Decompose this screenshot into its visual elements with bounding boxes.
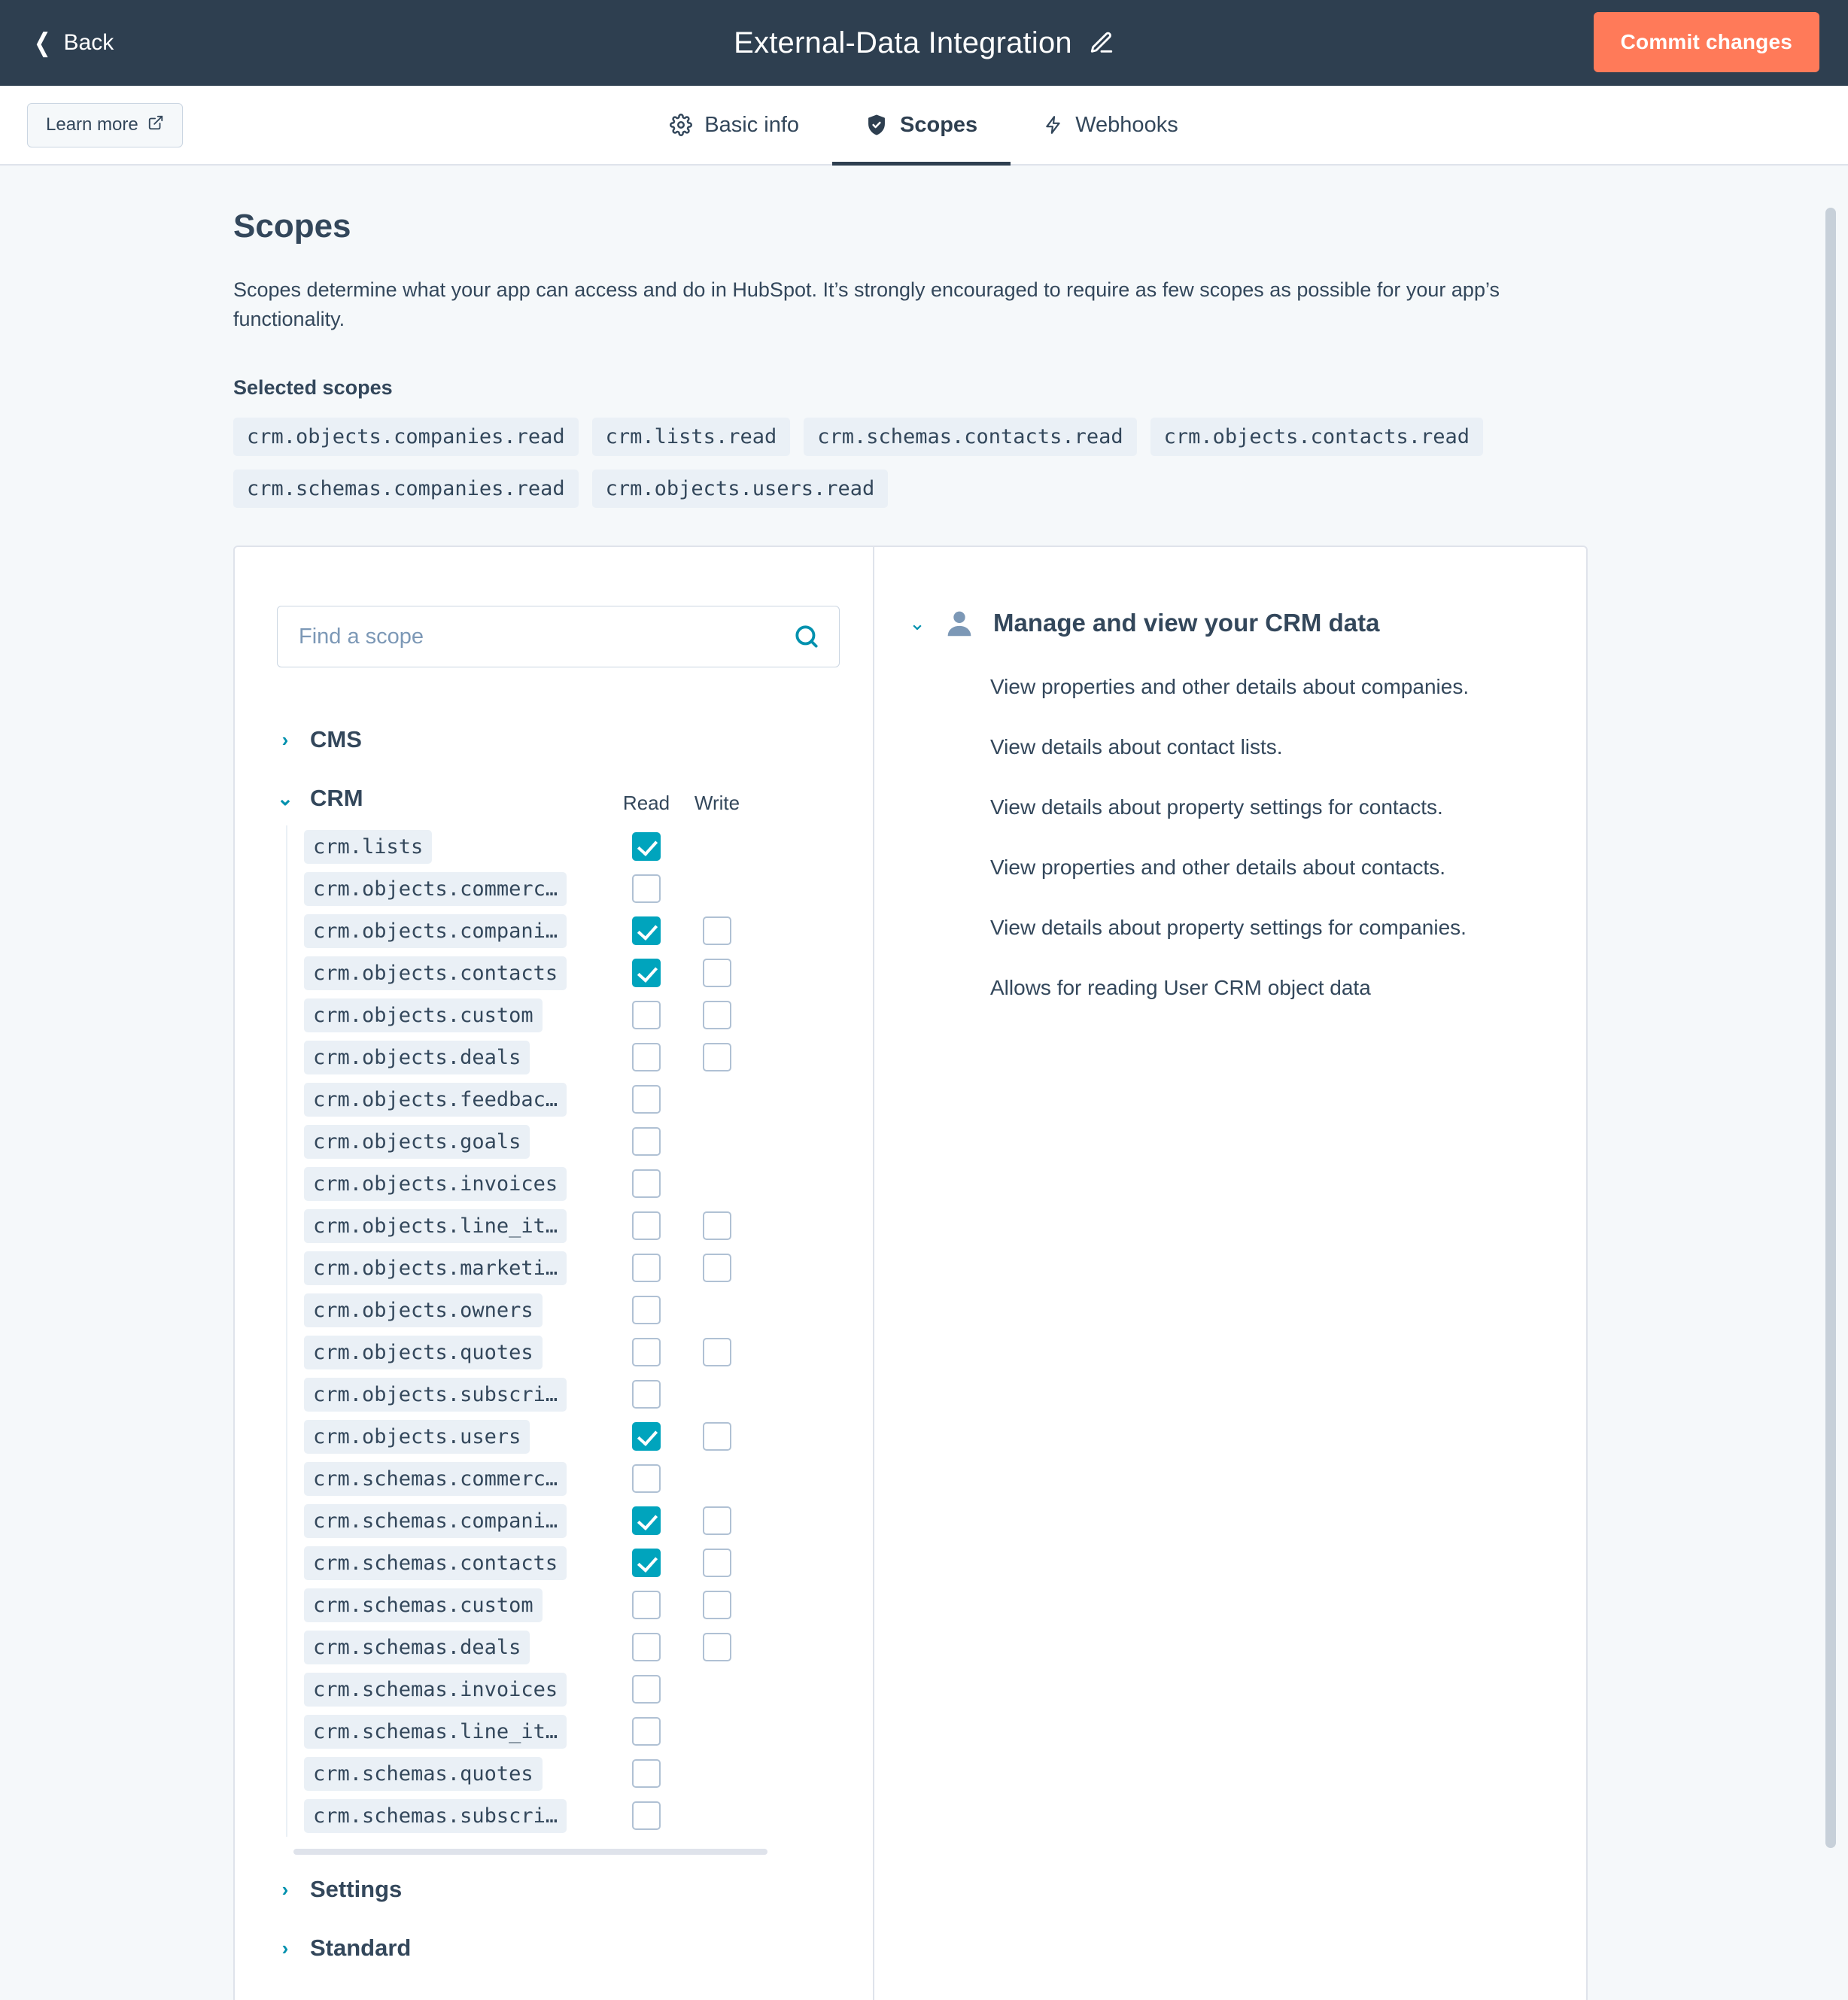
pencil-icon[interactable] (1089, 30, 1114, 56)
scope-picker-left (235, 547, 874, 2000)
scope-name: crm.schemas.subscri… (304, 1799, 567, 1833)
scope-read-checkbox[interactable] (632, 1675, 661, 1704)
scope-detail-item: Allows for reading User CRM object data (990, 976, 1371, 1000)
scope-checkboxes (611, 832, 831, 861)
scope-read-cell (611, 1127, 682, 1156)
scope-write-cell (682, 1127, 752, 1156)
scope-row (287, 1373, 831, 1415)
scope-group-standard (277, 1921, 831, 1975)
selected-scope-chip: crm.objects.companies.read (233, 418, 579, 456)
scope-read-checkbox[interactable] (632, 1127, 661, 1156)
scope-read-cell (611, 1591, 682, 1619)
tab-basic-info[interactable] (637, 85, 832, 165)
scope-name: crm.schemas.invoices (304, 1673, 567, 1707)
scope-read-cell (611, 959, 682, 987)
main-canvas (0, 166, 1848, 2000)
scope-row (287, 1247, 831, 1289)
scope-write-cell (682, 1506, 752, 1535)
chevron-right-icon: › (281, 1877, 289, 1901)
scope-row (287, 1205, 831, 1247)
tab-basic-info-label: Basic info (704, 112, 800, 137)
scope-row (287, 868, 831, 910)
scope-read-cell (611, 1085, 682, 1114)
scope-list-scrollbar[interactable] (293, 1849, 767, 1855)
scope-read-checkbox[interactable] (632, 1296, 661, 1324)
scope-write-cell (682, 1338, 752, 1366)
page-title: External-Data Integration (734, 26, 1072, 59)
scope-checkboxes (611, 1211, 831, 1240)
lightning-icon (1044, 114, 1063, 136)
scope-read-cell (611, 1254, 682, 1282)
scope-read-cell (611, 1422, 682, 1451)
section-description: Scopes determine what your app can access and do in HubSpot. It’s strongly encouraged to require as few scopes as possible for your app’s functionality. (233, 278, 1500, 331)
scope-group-crm-toggle[interactable] (277, 771, 363, 825)
chevron-down-icon: ⌄ (909, 611, 926, 634)
scope-checkboxes (611, 1338, 831, 1366)
scope-read-cell (611, 1211, 682, 1240)
scope-checkboxes (611, 1169, 831, 1198)
scope-read-checkbox[interactable] (632, 1422, 661, 1451)
chevron-right-icon: › (281, 728, 289, 751)
scope-checkboxes (611, 1043, 831, 1071)
scope-read-checkbox[interactable] (632, 1380, 661, 1409)
scope-row (287, 825, 831, 868)
scope-name: crm.schemas.line_it… (304, 1715, 567, 1749)
column-header-read: Read (622, 792, 670, 815)
scope-checkboxes (611, 916, 831, 945)
scope-write-checkbox[interactable] (703, 1043, 731, 1071)
scope-read-cell (611, 1380, 682, 1409)
scope-write-checkbox[interactable] (703, 1506, 731, 1535)
chevron-down-icon: ⌄ (277, 786, 293, 810)
scope-detail-item: View properties and other details about contacts. (990, 856, 1445, 880)
scope-write-cell (682, 1169, 752, 1198)
scope-checkboxes (611, 1254, 831, 1282)
scope-write-cell (682, 1380, 752, 1409)
scope-read-cell (611, 1506, 682, 1535)
scope-group-cms-label: CMS (310, 726, 362, 753)
scope-write-checkbox[interactable] (703, 1001, 731, 1029)
scope-group-settings-toggle[interactable] (277, 1862, 831, 1916)
scope-write-cell (682, 959, 752, 987)
search-icon[interactable] (790, 620, 823, 653)
scope-read-checkbox[interactable] (632, 1464, 661, 1493)
scope-name: crm.schemas.custom (304, 1588, 543, 1622)
scope-read-checkbox[interactable] (632, 1085, 661, 1114)
scope-checkboxes (611, 1717, 831, 1746)
scope-row (287, 1795, 831, 1837)
scope-read-cell (611, 1296, 682, 1324)
tab-scopes-label: Scopes (900, 112, 978, 137)
scope-group-standard-label: Standard (310, 1935, 412, 1962)
scope-write-checkbox[interactable] (703, 1591, 731, 1619)
column-headers (611, 792, 752, 825)
scope-write-cell (682, 1464, 752, 1493)
scope-row (287, 910, 831, 952)
scope-name: crm.objects.goals (304, 1125, 530, 1159)
scope-read-checkbox[interactable] (632, 1591, 661, 1619)
scope-name: crm.objects.subscri… (304, 1378, 567, 1412)
scope-write-cell (682, 1717, 752, 1746)
scope-name: crm.objects.quotes (304, 1336, 543, 1369)
scope-read-cell (611, 1759, 682, 1788)
scope-name: crm.objects.marketi… (304, 1251, 567, 1285)
page-scrollbar-track[interactable] (1831, 166, 1842, 2000)
scope-read-checkbox[interactable] (632, 959, 661, 987)
scope-detail-item: View details about property settings for contacts. (990, 795, 1443, 819)
section-title: Scopes (233, 208, 351, 245)
scope-row (287, 1500, 831, 1542)
scope-group-standard-toggle[interactable] (277, 1921, 831, 1975)
crm-scope-list (286, 825, 831, 1837)
selected-scope-chip: crm.objects.users.read (592, 470, 889, 508)
scope-write-cell (682, 1043, 752, 1071)
scope-read-checkbox[interactable] (632, 1043, 661, 1071)
scope-details-items (909, 675, 1544, 1000)
column-header-write: Write (694, 792, 740, 815)
back-button[interactable] (32, 30, 114, 56)
scope-picker-panel (233, 546, 1588, 2000)
scope-write-cell (682, 1085, 752, 1114)
scope-write-cell (682, 832, 752, 861)
scope-row (287, 1752, 831, 1795)
scope-write-cell (682, 1254, 752, 1282)
scope-checkboxes (611, 1127, 831, 1156)
scope-read-cell (611, 1717, 682, 1746)
tab-scopes[interactable] (832, 85, 1011, 165)
scope-write-cell (682, 1801, 752, 1830)
scope-row (287, 1710, 831, 1752)
scope-write-checkbox[interactable] (703, 1633, 731, 1661)
scope-row (287, 952, 831, 994)
scope-name: crm.schemas.deals (304, 1631, 530, 1664)
scope-checkboxes (611, 1422, 831, 1451)
scope-search (277, 606, 840, 667)
scope-read-checkbox[interactable] (632, 1717, 661, 1746)
scope-write-checkbox[interactable] (703, 1254, 731, 1282)
scope-group-crm (277, 771, 831, 1855)
scope-checkboxes (611, 1506, 831, 1535)
scope-row (287, 1626, 831, 1668)
scope-checkboxes (611, 1085, 831, 1114)
scope-read-cell (611, 1169, 682, 1198)
page-scrollbar-thumb[interactable] (1825, 208, 1836, 1848)
scope-group-settings-label: Settings (310, 1876, 403, 1903)
scope-read-cell (611, 1338, 682, 1366)
scope-read-checkbox[interactable] (632, 1759, 661, 1788)
scope-write-checkbox[interactable] (703, 1211, 731, 1240)
commit-changes-button[interactable]: Commit changes (1594, 12, 1819, 72)
scope-read-cell (611, 874, 682, 903)
back-chevron-icon: ❮ (33, 29, 51, 57)
scope-read-cell (611, 832, 682, 861)
scope-row (287, 1668, 831, 1710)
scope-checkboxes (611, 1591, 831, 1619)
scope-row (287, 1584, 831, 1626)
scope-checkboxes (611, 874, 831, 903)
scope-group-cms (277, 713, 831, 767)
gear-icon (670, 114, 692, 136)
tabs-bar (0, 86, 1848, 166)
scope-write-checkbox[interactable] (703, 1422, 731, 1451)
scope-group-crm-label: CRM (310, 785, 363, 812)
scope-checkboxes (611, 1380, 831, 1409)
scope-read-checkbox[interactable] (632, 832, 661, 861)
scope-name: crm.objects.commerc… (304, 872, 567, 906)
scope-checkboxes (611, 959, 831, 987)
selected-scope-chip: crm.lists.read (592, 418, 791, 456)
scope-detail-item: View properties and other details about companies. (990, 675, 1470, 699)
scope-row (287, 1289, 831, 1331)
top-bar (0, 0, 1848, 86)
scope-row (287, 1331, 831, 1373)
scope-row (287, 994, 831, 1036)
scope-write-cell (682, 1675, 752, 1704)
person-icon (942, 606, 977, 640)
scope-read-checkbox[interactable] (632, 874, 661, 903)
scope-name: crm.objects.custom (304, 998, 543, 1032)
scope-details-title: Manage and view your CRM data (993, 609, 1380, 637)
scope-write-cell (682, 1296, 752, 1324)
scope-group-settings (277, 1862, 831, 1916)
scope-read-checkbox[interactable] (632, 1506, 661, 1535)
selected-scope-chip: crm.objects.contacts.read (1150, 418, 1483, 456)
scope-checkboxes (611, 1633, 831, 1661)
scope-name: crm.objects.compani… (304, 914, 567, 948)
scope-name: crm.objects.invoices (304, 1167, 567, 1201)
scope-checkboxes (611, 1549, 831, 1577)
scope-checkboxes (611, 1675, 831, 1704)
scope-details (874, 547, 1586, 2000)
scope-name: crm.objects.line_it… (304, 1209, 567, 1243)
scope-name: crm.schemas.compani… (304, 1504, 567, 1538)
selected-scope-chip: crm.schemas.companies.read (233, 470, 579, 508)
scope-detail-item: View details about property settings for companies. (990, 916, 1467, 940)
scope-write-cell (682, 1422, 752, 1451)
scope-checkboxes (611, 1759, 831, 1788)
scope-read-checkbox[interactable] (632, 1338, 661, 1366)
scope-row (287, 1415, 831, 1457)
scope-checkboxes (611, 1464, 831, 1493)
search-input[interactable] (277, 606, 840, 667)
scope-write-cell (682, 1759, 752, 1788)
shield-check-icon (865, 112, 888, 138)
selected-scopes-label: Selected scopes (233, 376, 393, 400)
scope-read-cell (611, 916, 682, 945)
scope-write-cell (682, 916, 752, 945)
back-label: Back (63, 30, 114, 55)
scope-name: crm.lists (304, 830, 432, 864)
tab-webhooks[interactable] (1011, 85, 1211, 165)
scope-read-cell (611, 1043, 682, 1071)
scope-read-cell (611, 1001, 682, 1029)
scope-name: crm.schemas.contacts (304, 1546, 567, 1580)
scope-write-cell (682, 874, 752, 903)
scope-write-cell (682, 1001, 752, 1029)
scope-read-checkbox[interactable] (632, 1254, 661, 1282)
scope-read-cell (611, 1675, 682, 1704)
learn-more-label: Learn more (46, 114, 138, 135)
scope-write-cell (682, 1591, 752, 1619)
scope-group-cms-toggle[interactable] (277, 713, 831, 767)
scope-read-checkbox[interactable] (632, 1211, 661, 1240)
scope-name: crm.objects.feedbac… (304, 1083, 567, 1117)
scope-read-checkbox[interactable] (632, 1169, 661, 1198)
scope-write-checkbox[interactable] (703, 959, 731, 987)
scope-read-checkbox[interactable] (632, 1549, 661, 1577)
scope-group-crm-header (277, 771, 831, 825)
scope-checkboxes (611, 1801, 831, 1830)
scope-write-cell (682, 1211, 752, 1240)
tab-list (0, 85, 1848, 165)
scopes-content (0, 166, 1655, 2000)
app-title-group (0, 26, 1848, 60)
scope-read-cell (611, 1549, 682, 1577)
scope-write-checkbox[interactable] (703, 1338, 731, 1366)
scope-read-checkbox[interactable] (632, 1633, 661, 1661)
scope-row (287, 1163, 831, 1205)
scope-read-cell (611, 1801, 682, 1830)
scope-checkboxes (611, 1001, 831, 1029)
scope-write-cell (682, 1633, 752, 1661)
scope-write-cell (682, 1549, 752, 1577)
scope-name: crm.objects.users (304, 1420, 530, 1454)
selected-scope-chip: crm.schemas.contacts.read (804, 418, 1136, 456)
scope-row (287, 1542, 831, 1584)
scope-name: crm.objects.deals (304, 1041, 530, 1074)
scope-read-checkbox[interactable] (632, 916, 661, 945)
scope-name: crm.schemas.quotes (304, 1757, 543, 1791)
scope-name: crm.schemas.commerc… (304, 1462, 567, 1496)
scope-detail-item: View details about contact lists. (990, 735, 1283, 759)
scope-checkboxes (611, 1296, 831, 1324)
selected-scopes-list (233, 418, 1512, 508)
scope-row (287, 1078, 831, 1120)
scope-read-checkbox[interactable] (632, 1801, 661, 1830)
scope-name: crm.objects.owners (304, 1293, 543, 1327)
tab-webhooks-label: Webhooks (1075, 112, 1178, 137)
scope-row (287, 1036, 831, 1078)
scope-read-checkbox[interactable] (632, 1001, 661, 1029)
scope-write-checkbox[interactable] (703, 1549, 731, 1577)
scope-read-cell (611, 1633, 682, 1661)
scope-name: crm.objects.contacts (304, 956, 567, 990)
scope-details-header[interactable] (909, 606, 1544, 640)
chevron-right-icon: › (281, 1936, 289, 1959)
scope-write-checkbox[interactable] (703, 916, 731, 945)
scope-row (287, 1120, 831, 1163)
scope-row (287, 1457, 831, 1500)
scope-read-cell (611, 1464, 682, 1493)
